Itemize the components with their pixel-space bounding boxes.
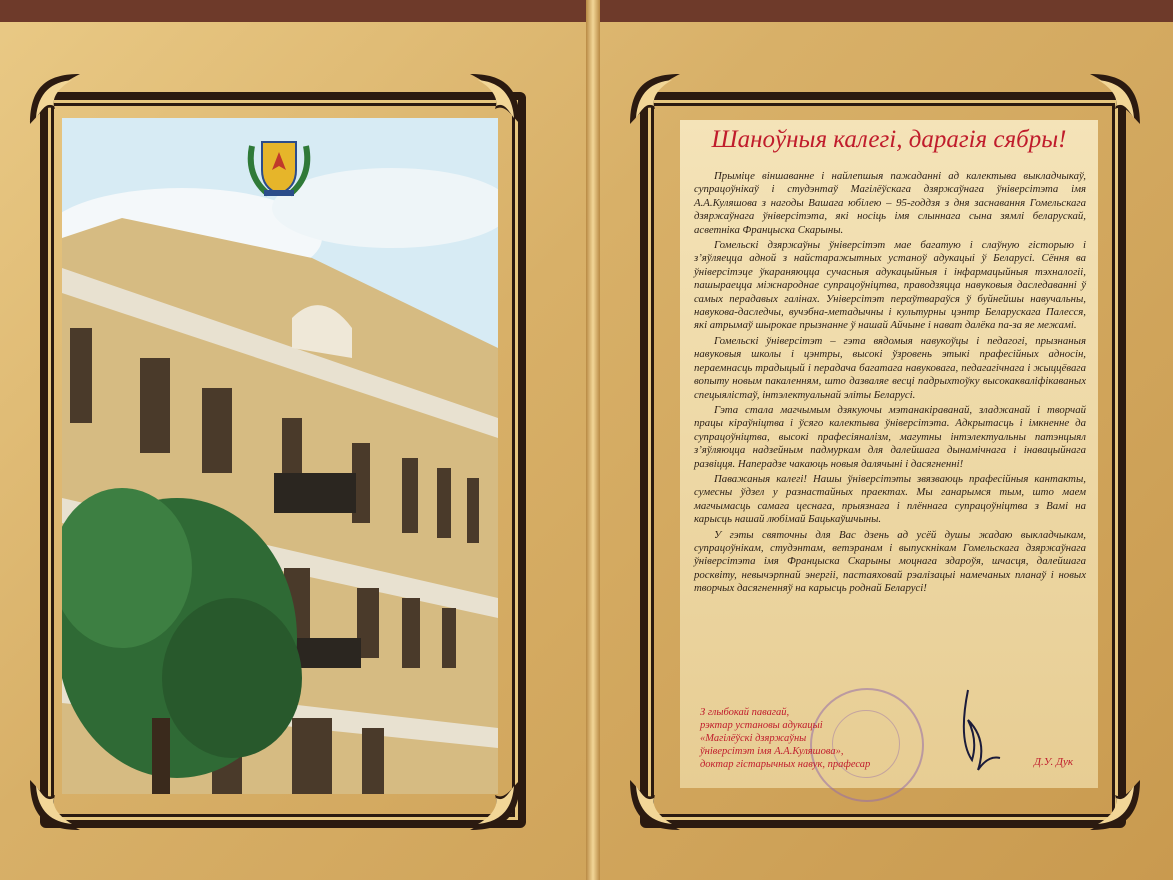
university-building-photo bbox=[62, 118, 498, 794]
letter-body bbox=[694, 170, 1086, 598]
signoff-line: ўніверсітэт імя А.А.Куляшова», bbox=[700, 746, 844, 757]
signoff-line: «Магілёўскі дзяржаўны bbox=[700, 733, 807, 744]
letter-page bbox=[680, 120, 1098, 788]
letter-paragraph: Гомельскі дзяржаўны ўніверсітэт мае багатую і слаўную гісторыю і з’яўляецца адной з найстаражытных устаноў адукацыі ў Беларусі. Сёння ва ўніверсітэце ўкараняюцца сучасныя адукацыйныя і інфармацыйныя тэхналогіі, пашыраецца міжнароднае супрацоўніцтва, праводзяцца навуковыя даследаванні ў самых перадавых галінах. Універсітэт перαўтвараўся ў буйнейшы навучальны, навукова-даследчы, вучэбна-метадычны і культурны цэнтр Беларускага Палесся, які атрымаў шырокае прызнанне ў нашай Айчыне і нават далёка па-за яе межамі. bbox=[694, 239, 1086, 332]
letter-paragraph: Гомельскі ўніверсітэт – гэта вядомыя навукоўцы і педагогі, прызнаныя навуковыя школы і цэнтры, высокі ўзровень этыкі прафесійных адносін, пераемнасць традыцый і перадача багатага навуковага, педагагічнага і жыццёвага вопыту новым пакаленням, што дазваляе весці падрыхтоўку высокакваліфікаваных спецыялістаў, інтэлектуальнай эліты Беларусі. bbox=[694, 334, 1086, 401]
letter-paragraph: Гэта стала магчымым дзякуючы мэтанакіраванай, зладжанай і творчай працы кіраўніцтва і ўсяго калектыва ўніверсітэта. Адкрытасць і імкненне да супрацоўніцтва, высокі прафесіяналізм, магутны інтэлектуальны патэнцыял з’яўляюцца надзейным падмуркам для далейшага дынамічнага і інавацыйнага развіцця. Наперадзе чакаюць новыя далячыні і дасягненні! bbox=[694, 403, 1086, 470]
coat-of-arms-icon bbox=[242, 136, 316, 200]
handwritten-signature-icon bbox=[938, 680, 1008, 790]
signoff-line: доктар гістарычных навук, прафесар bbox=[700, 759, 871, 770]
letter-signoff bbox=[700, 706, 900, 771]
card-fold bbox=[586, 0, 600, 880]
signoff-line: З глыбокай павагай, bbox=[700, 707, 790, 718]
letter-paragraph: Паважаныя калегі! Нашы ўніверсітэты звязваюць прафесійныя кантакты, сумесны ўдзел у разнастайных праектах. Мы ганарымся тым, што маем магчымасць самага цеснага, прыязнага і плённага супрацоўніцтва з Вамі на карысць нашай любімай Бацькаўшчыны. bbox=[694, 472, 1086, 526]
signoff-line: рэктар установы адукацыі bbox=[700, 720, 823, 731]
signer-name: Д.У. Дук bbox=[1034, 756, 1073, 768]
letter-paragraph: Прыміце віншаванне і найлепшыя пажаданні ад калектыва выкладчыкаў, супрацоўнікаў і студэнтаў Магілёўскага дзяржаўнага ўніверсітэта імя А.А.Куляшова з нагоды Вашага юбілею – 95-годдзя з дня заснавання Гомельскага дзяржаўнага ўніверсітэта, які носіць імя слыннага сына зямлі беларускай, асветніка Францыска Скарыны. bbox=[694, 170, 1086, 236]
building-illustration bbox=[62, 118, 498, 794]
letter-paragraph: У гэты святочны для Вас дзень ад усёй душы жадаю выкладчыкам, супрацоўнікам, студэнтам, ветэранам і выпускнікам Гомельскага дзяржаўнага ўніверсітэта імя Францыска Скарыны моцнага здароўя, шчасця, далейшага росквіту, невычэрпнай энергіі, пастаяховай рэалізацыі намечаных планаў і новых творчых дасягненняў на карысць роднай Беларусі! bbox=[694, 528, 1086, 595]
letter-heading: Шаноўныя калегі, дарагія сябры! bbox=[711, 126, 1067, 153]
